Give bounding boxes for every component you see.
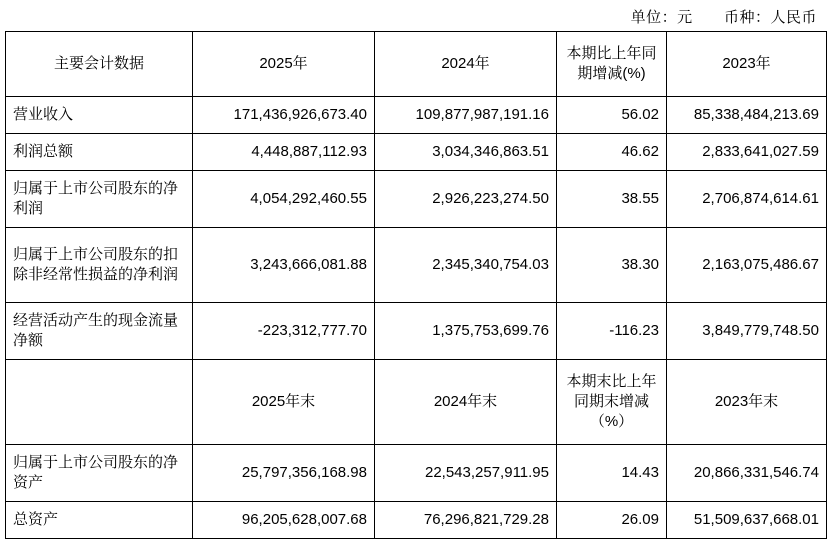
table-row <box>6 502 827 539</box>
cell-2025: -223,312,777.70 <box>193 303 375 360</box>
cell-change: 46.62 <box>557 134 667 171</box>
cell-2024: 76,296,821,729.28 <box>375 502 557 539</box>
cell-2025: 25,797,356,168.98 <box>193 445 375 502</box>
cell-2023: 2,706,874,614.61 <box>667 171 827 228</box>
cell-2023: 2,163,075,486.67 <box>667 228 827 303</box>
cell-2024: 2,926,223,274.50 <box>375 171 557 228</box>
row-label: 营业收入 <box>6 97 193 134</box>
table-row <box>6 303 827 360</box>
cell-change: 38.30 <box>557 228 667 303</box>
cell-2024: 109,877,987,191.16 <box>375 97 557 134</box>
subheader-2023-end: 2023年末 <box>667 360 827 445</box>
row-label: 归属于上市公司股东的净利润 <box>6 171 193 228</box>
unit-label: 单位：元 <box>630 9 693 26</box>
table-row <box>6 228 827 303</box>
cell-2023: 3,849,779,748.50 <box>667 303 827 360</box>
cell-2025: 3,243,666,081.88 <box>193 228 375 303</box>
cell-2025: 171,436,926,673.40 <box>193 97 375 134</box>
cell-change: 56.02 <box>557 97 667 134</box>
row-label: 总资产 <box>6 502 193 539</box>
cell-change: -116.23 <box>557 303 667 360</box>
cell-2024: 1,375,753,699.76 <box>375 303 557 360</box>
table-row <box>6 171 827 228</box>
subheader-change: 本期末比上年同期末增减（%） <box>557 360 667 445</box>
cell-2023: 2,833,641,027.59 <box>667 134 827 171</box>
table-row <box>6 134 827 171</box>
cell-2024: 2,345,340,754.03 <box>375 228 557 303</box>
cell-2025: 4,448,887,112.93 <box>193 134 375 171</box>
cell-change: 14.43 <box>557 445 667 502</box>
cell-2025: 96,205,628,007.68 <box>193 502 375 539</box>
table-header-row <box>6 32 827 97</box>
cell-2025: 4,054,292,460.55 <box>193 171 375 228</box>
cell-change: 38.55 <box>557 171 667 228</box>
cell-2023: 51,509,637,668.01 <box>667 502 827 539</box>
cell-2023: 85,338,484,213.69 <box>667 97 827 134</box>
col-header-2023: 2023年 <box>667 32 827 97</box>
col-header-change: 本期比上年同期增减(%) <box>557 32 667 97</box>
row-label: 利润总额 <box>6 134 193 171</box>
row-label: 经营活动产生的现金流量净额 <box>6 303 193 360</box>
subheader-2025-end: 2025年末 <box>193 360 375 445</box>
table-subheader-row <box>6 360 827 445</box>
cell-2023: 20,866,331,546.74 <box>667 445 827 502</box>
subheader-blank <box>6 360 193 445</box>
col-header-2024: 2024年 <box>375 32 557 97</box>
financial-summary-table <box>5 31 827 539</box>
unit-currency-line <box>631 6 817 27</box>
table-row <box>6 97 827 134</box>
row-label: 归属于上市公司股东的扣除非经常性损益的净利润 <box>6 228 193 303</box>
currency-label: 币种：人民币 <box>723 9 817 26</box>
subheader-2024-end: 2024年末 <box>375 360 557 445</box>
col-header-2025: 2025年 <box>193 32 375 97</box>
cell-change: 26.09 <box>557 502 667 539</box>
col-header-item: 主要会计数据 <box>6 32 193 97</box>
table-row <box>6 445 827 502</box>
cell-2024: 22,543,257,911.95 <box>375 445 557 502</box>
cell-2024: 3,034,346,863.51 <box>375 134 557 171</box>
row-label: 归属于上市公司股东的净资产 <box>6 445 193 502</box>
